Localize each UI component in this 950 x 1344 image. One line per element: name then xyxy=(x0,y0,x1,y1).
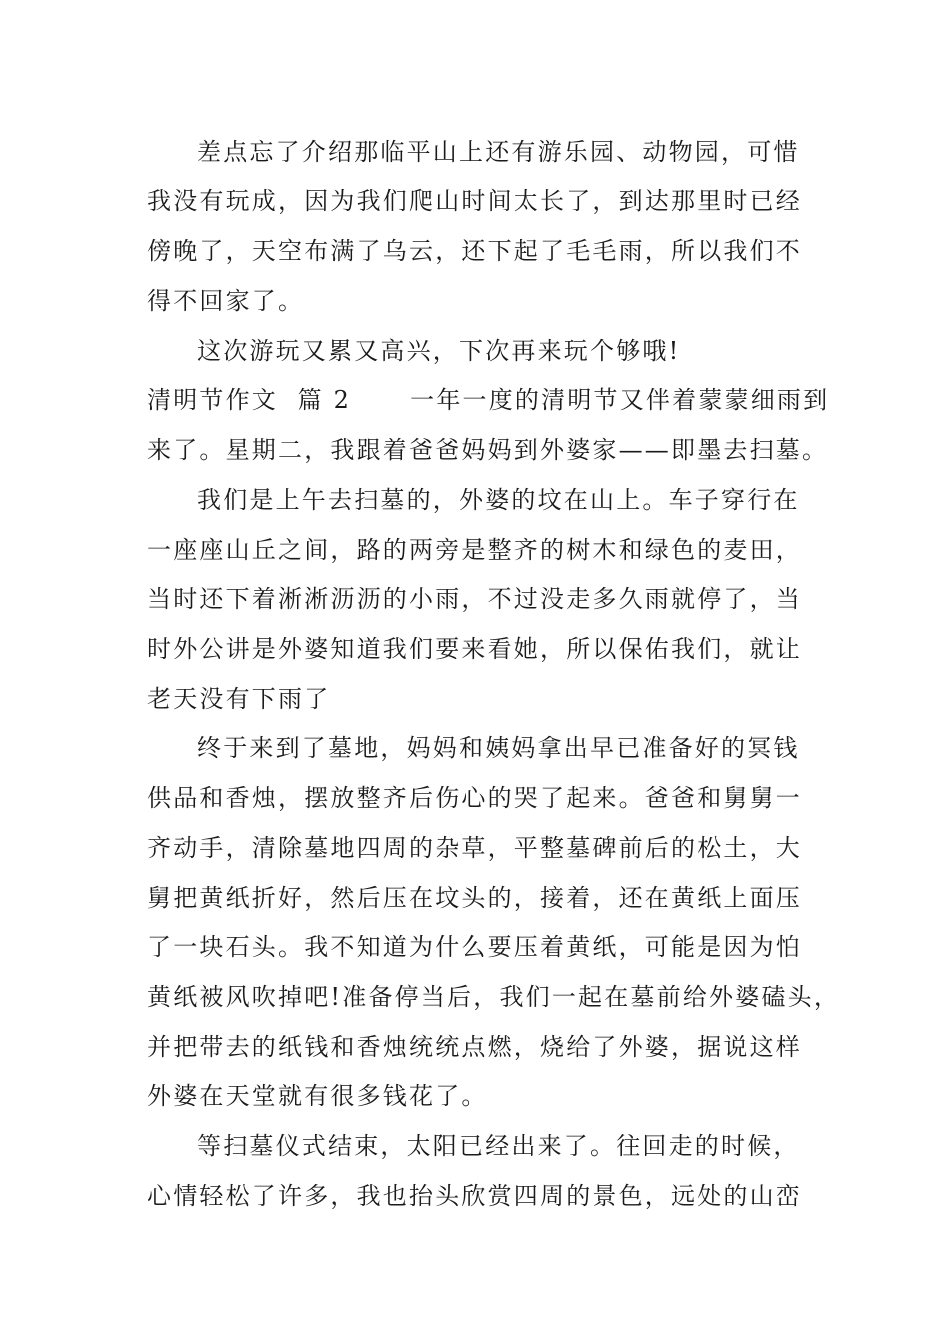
text-line: 一座座山丘之间，路的两旁是整齐的树木和绿色的麦田， xyxy=(147,536,802,564)
text-line: 心情轻松了许多，我也抬头欣赏四周的景色，远处的山峦 xyxy=(147,1182,802,1210)
text-line: 傍晚了，天空布满了乌云，还下起了毛毛雨，所以我们不 xyxy=(147,237,802,265)
text-line: 了一块石头。我不知道为什么要压着黄纸，可能是因为怕 xyxy=(147,933,802,961)
text-line: 得不回家了。 xyxy=(147,287,305,315)
text-line: 舅把黄纸折好，然后压在坟头的，接着，还在黄纸上面压 xyxy=(147,884,802,912)
text-line: 供品和香烛，摆放整齐后伤心的哭了起来。爸爸和舅舅一 xyxy=(147,784,802,812)
text-line: 等扫墓仪式结束，太阳已经出来了。往回走的时候， xyxy=(197,1132,800,1160)
text-line: 并把带去的纸钱和香烛统统点燃，烧给了外婆，据说这样 xyxy=(147,1033,802,1061)
section-heading-line: 清明节作文 篇 2 一年一度的清明节又伴着蒙蒙细雨到 xyxy=(147,386,830,414)
text-line: 这次游玩又累又高兴，下次再来玩个够哦! xyxy=(197,337,681,365)
text-line: 外婆在天堂就有很多钱花了。 xyxy=(147,1082,488,1110)
text-line: 齐动手，清除墓地四周的杂草，平整墓碑前后的松土，大 xyxy=(147,834,802,862)
text-line: 老天没有下雨了 xyxy=(147,685,331,713)
text-line: 时外公讲是外婆知道我们要来看她，所以保佑我们，就让 xyxy=(147,635,802,663)
text-line: 终于来到了墓地，妈妈和姨妈拿出早已准备好的冥钱 xyxy=(197,734,800,762)
text-line: 黄纸被风吹掉吧!准备停当后，我们一起在墓前给外婆磕头， xyxy=(147,983,841,1011)
text-line: 我没有玩成，因为我们爬山时间太长了，到达那里时已经 xyxy=(147,187,802,215)
text-line: 来了。星期二，我跟着爸爸妈妈到外婆家——即墨去扫墓。 xyxy=(147,436,829,464)
text-line: 当时还下着淅淅沥沥的小雨，不过没走多久雨就停了，当 xyxy=(147,585,802,613)
text-line: 我们是上午去扫墓的，外婆的坟在山上。车子穿行在 xyxy=(197,486,800,514)
text-line: 差点忘了介绍那临平山上还有游乐园、动物园，可惜 xyxy=(197,138,800,166)
